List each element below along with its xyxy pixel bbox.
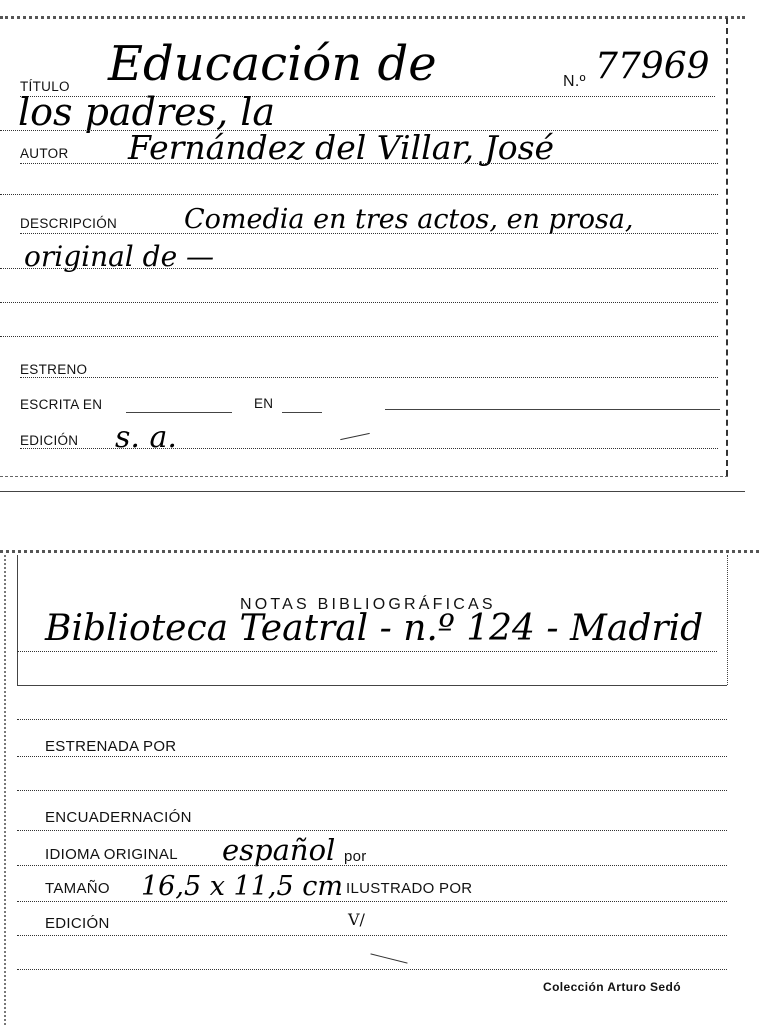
edicion-label: EDICIÓN xyxy=(20,433,79,448)
titulo-value-line2: los padres, la xyxy=(18,90,276,134)
notas-bibliograficas-heading: NOTAS BIBLIOGRÁFICAS xyxy=(240,596,496,613)
card-right-edge xyxy=(726,18,728,476)
descripcion-value-line1: Comedia en tres actos, en prosa, xyxy=(184,204,634,235)
notes-box-bottom xyxy=(17,685,727,686)
estrenada-por-label: ESTRENADA POR xyxy=(45,738,177,755)
scan-separator xyxy=(0,491,745,492)
edicion-rule xyxy=(20,448,718,449)
estreno-label: ESTRENO xyxy=(20,362,88,377)
estrenada-por-rule xyxy=(17,756,727,757)
catalog-card-top xyxy=(0,0,759,492)
blank-rule-4 xyxy=(17,719,727,720)
edicion-value: s. a. xyxy=(115,420,177,455)
numero-value: 77969 xyxy=(595,46,710,87)
notas-rule-1 xyxy=(17,651,717,652)
blank-rule-2 xyxy=(0,302,718,303)
idioma-original-value: español xyxy=(222,833,336,867)
notes-box-right xyxy=(727,555,728,685)
ilustrado-por-label: ILUSTRADO POR xyxy=(346,880,473,897)
idioma-original-label: IDIOMA ORIGINAL xyxy=(45,846,178,863)
card-left-edge xyxy=(4,555,6,1025)
por-label: por xyxy=(344,848,367,865)
card-top-edge xyxy=(0,16,745,19)
escrita-en-line xyxy=(126,412,232,413)
autor-value: Fernández del Villar, José xyxy=(128,128,555,167)
pencil-stroke xyxy=(340,433,370,440)
notes-box-left xyxy=(17,555,18,685)
encuadernacion-rule xyxy=(17,830,727,831)
blank-rule-1 xyxy=(0,194,718,195)
blank-rule-6 xyxy=(17,969,727,970)
autor-label: AUTOR xyxy=(20,146,69,161)
en-line-2 xyxy=(385,409,720,410)
card-top-edge-2 xyxy=(0,550,759,553)
descripcion-rule xyxy=(20,233,718,234)
descripcion-rule-2 xyxy=(0,268,718,269)
descripcion-value-line2: original de — xyxy=(24,240,215,273)
tamano-rule xyxy=(17,901,727,902)
notas-value: Biblioteca Teatral - n.º 124 - Madrid xyxy=(45,608,704,649)
tamano-label: TAMAÑO xyxy=(45,880,110,897)
coleccion-credit: Colección Arturo Sedó xyxy=(543,980,681,994)
card-bottom-edge xyxy=(0,476,728,477)
blank-rule-5 xyxy=(17,790,727,791)
estreno-rule xyxy=(20,377,718,378)
descripcion-label: DESCRIPCIÓN xyxy=(20,216,118,231)
edicion-rule-2 xyxy=(17,935,727,936)
titulo-value-line1: Educación de xyxy=(108,36,437,92)
blank-rule-3 xyxy=(0,336,718,337)
encuadernacion-label: ENCUADERNACIÓN xyxy=(45,809,192,826)
autor-rule xyxy=(20,163,718,164)
titulo-label: TÍTULO xyxy=(20,79,70,94)
en-label: EN xyxy=(254,396,274,411)
idioma-rule xyxy=(17,865,727,866)
v-mark: V/ xyxy=(348,910,365,929)
numero-label: N.º xyxy=(563,73,586,90)
edicion-label-2: EDICIÓN xyxy=(45,915,110,932)
escrita-en-label: ESCRITA EN xyxy=(20,397,103,412)
en-line-1 xyxy=(282,412,322,413)
tamano-value: 16,5 x 11,5 cm xyxy=(141,871,343,902)
